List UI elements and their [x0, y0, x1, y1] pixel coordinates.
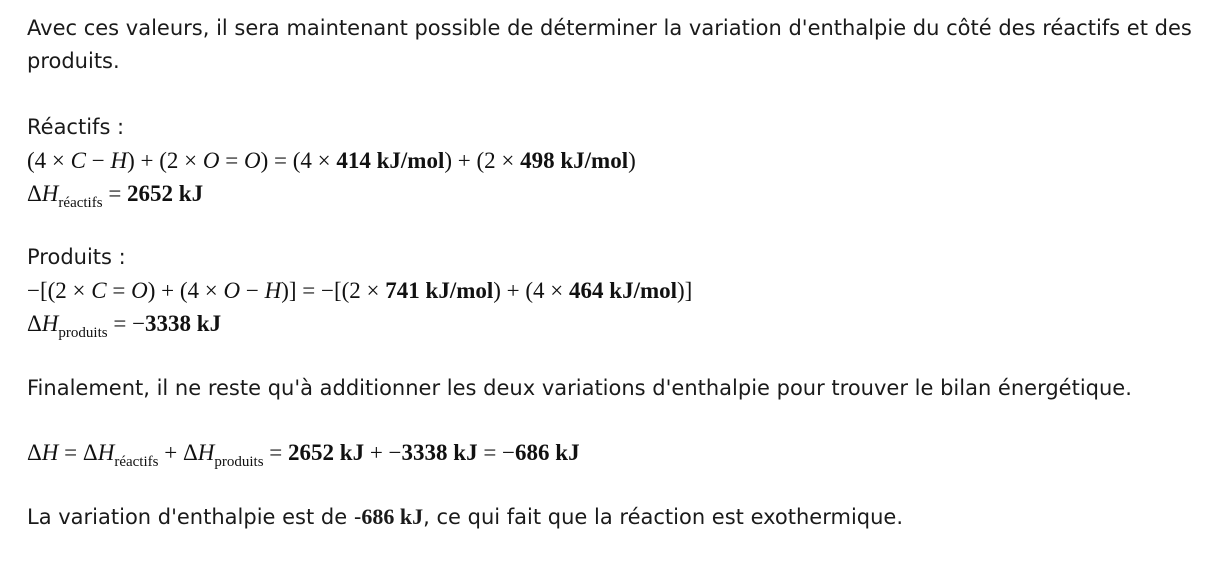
- total-subscript-reactifs: réactifs: [114, 454, 159, 470]
- produits-subscript: produits: [58, 325, 108, 341]
- total-subscript-produits: produits: [214, 454, 264, 470]
- reactifs-result: $\Delta H_{réactifs} = 2652$ kJ: [27, 181, 204, 211]
- intro-line-2: produits.: [27, 49, 120, 73]
- reactifs-equation: (4 × C − H) + (2 × O = O) = (4 × 414 kJ/mol) + (2 × 498 kJ/mol): [27, 148, 636, 173]
- reactifs-subscript: réactifs: [58, 195, 103, 211]
- intro-line-1: Avec ces valeurs, il sera maintenant possible de déterminer la variation d'enthalpie du côté des réactifs et des: [27, 16, 1192, 40]
- intro-paragraph: [27, 12, 1197, 78]
- reactifs-heading: Réactifs :: [27, 115, 125, 139]
- conclusion-value: 686 kJ: [361, 504, 424, 529]
- total-equation: $\Delta H = \Delta H_{réactifs} + \Delta H_{produits} = 2652$ kJ + −3338 kJ = −686 kJ: [27, 440, 580, 470]
- finalement-paragraph: Finalement, il ne reste qu'à additionner les deux variations d'enthalpie pour trouver le bilan énergétique.: [27, 376, 1132, 400]
- produits-heading: Produits :: [27, 245, 126, 269]
- conclusion-paragraph: La variation d'enthalpie est de -686 kJ, ce qui fait que la réaction est exothermique.: [27, 504, 904, 529]
- produits-result: $\Delta H_{produits} = -3338$ kJ: [27, 311, 222, 341]
- produits-equation: −[(2 × C = O) + (4 × O − H)] = −[(2 × 741 kJ/mol) + (4 × 464 kJ/mol)]: [27, 278, 693, 303]
- document-body: [27, 12, 1197, 534]
